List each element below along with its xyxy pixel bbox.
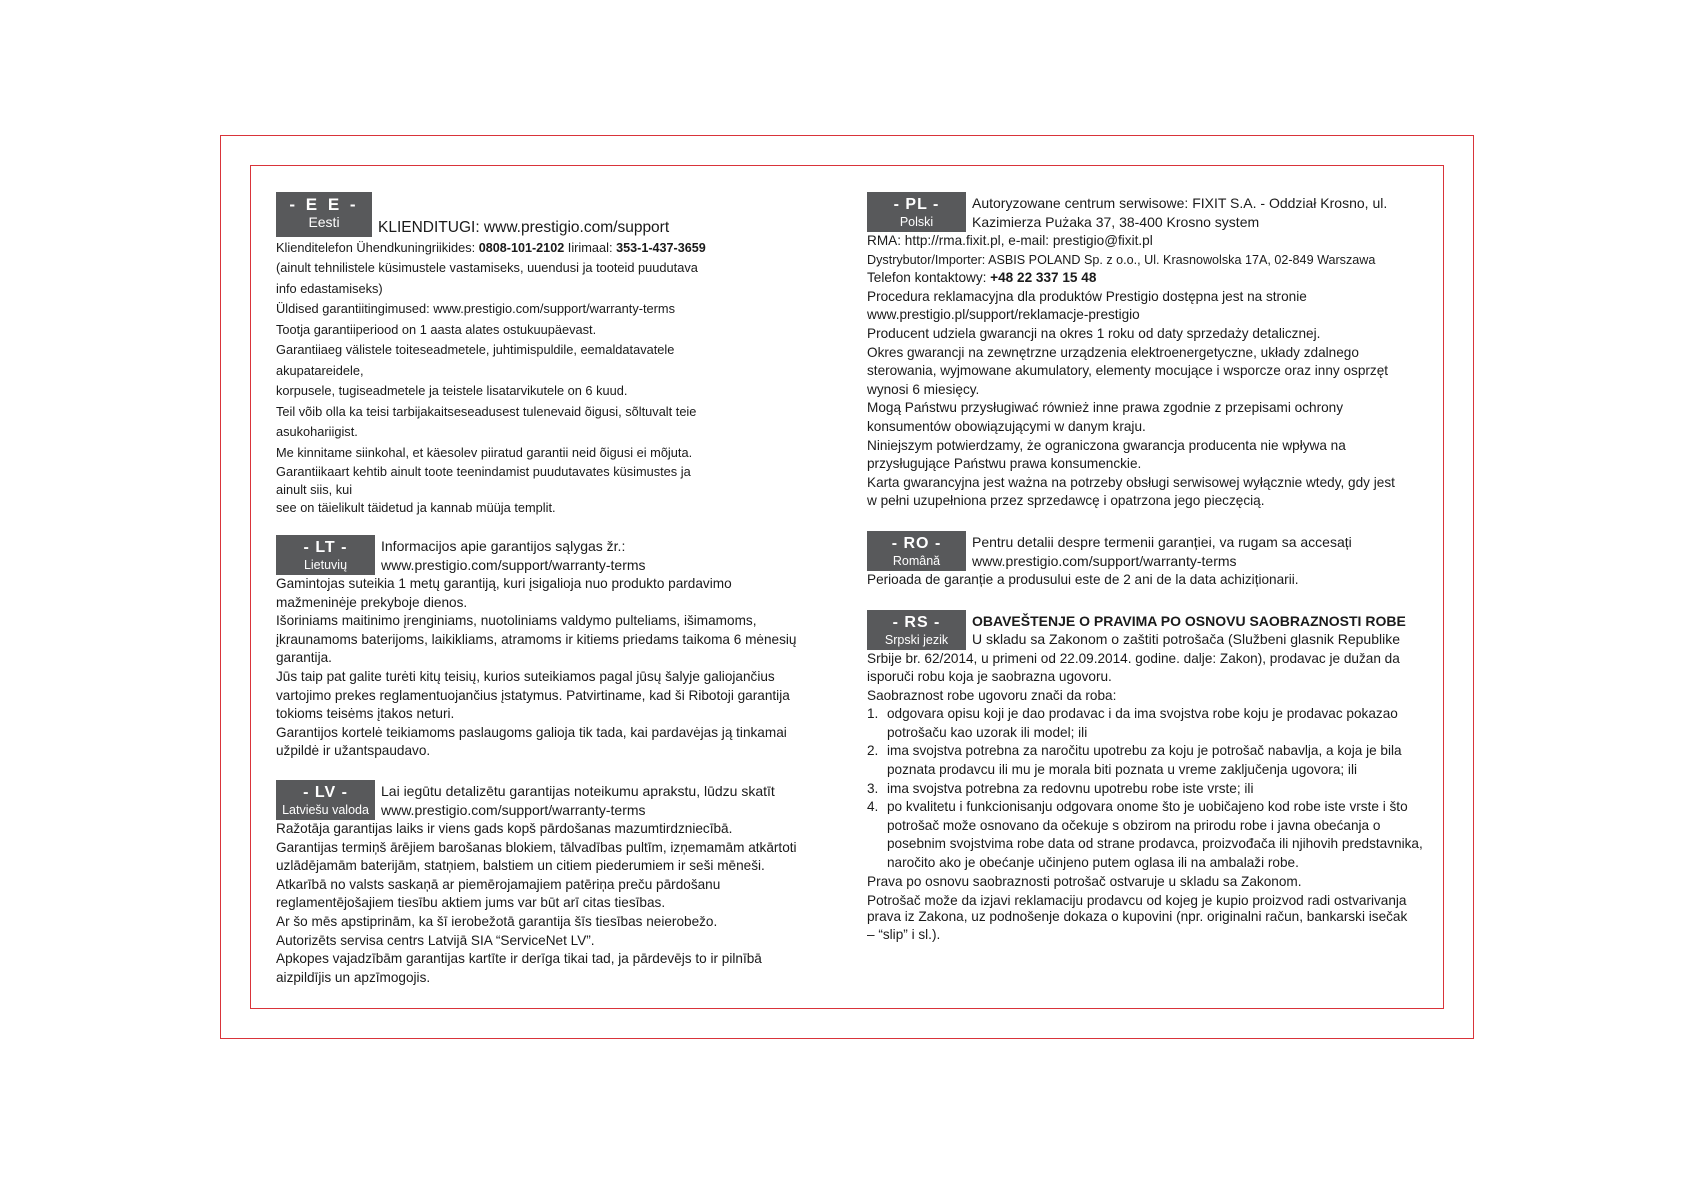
section-rs-header [867, 610, 1437, 650]
phone-line [867, 269, 1437, 288]
text-line: Procedura reklamacyjna dla produktów Prestigio dostępna jest na stronie [867, 288, 1307, 304]
language-badge-ee [276, 192, 372, 237]
badge-language: Polski [899, 215, 934, 229]
text-line: Ražotāja garantijas laiks ir viens gads kopš pārdošanas mazumtirdzniecībā. [276, 821, 733, 837]
text-line: Tootja garantiiperiood on 1 aasta alates ostukuupäevast. [276, 321, 597, 337]
list-number: 4. [867, 799, 879, 815]
text-line: aizpildījis un apzīmogojis. [276, 969, 431, 985]
section-lv-body [276, 820, 836, 987]
phone-number: +48 22 337 15 48 [990, 270, 1097, 286]
list-item [867, 780, 1437, 799]
section-lv [276, 780, 836, 987]
text-line: Teil võib olla ka teisi tarbijakaitseseadusest tulenevaid õigusi, sõltuvalt teie [276, 403, 697, 419]
text-line: Garantiikaart kehtib ainult toote teenindamist puudutavates küsimustes ja [276, 464, 691, 480]
text-line: sterowania, wyjmowane akumulatory, elementy mocujące i wsporcze oraz inny osprzęt [867, 363, 1389, 379]
language-badge-pl [867, 192, 966, 232]
badge-code: - E E - [289, 195, 359, 214]
text-line: ainult siis, kui [276, 482, 353, 498]
badge-language: Srpski jezik [884, 632, 949, 647]
text-line: Gamintojas suteikia 1 metų garantiją, kuri įsigalioja nuo produkto pardavimo [276, 576, 732, 592]
phone-uk: 0808-101-2102 [478, 240, 565, 255]
text-line: Okres gwarancji na zewnętrzne urządzenia elektroenergetyczne, układy zdalnego [867, 344, 1359, 360]
text-line: w pełni uzupełniona przez sprzedawcę i opatrzona jego pieczęcią. [867, 493, 1265, 509]
text-line: Mogą Państwu przysługiwać również inne prawa zgodnie z przepisami ochrony [867, 400, 1344, 416]
heading-line: Lai iegūtu detalizētu garantijas noteikumu aprakstu, lūdzu skatīt [381, 783, 775, 800]
heading-line: Pentru detalii despre termenii garanției, va rugam sa accesați [972, 533, 1352, 550]
text-line: Garantijos kortelė teikiamoms paslaugoms galioja tik tada, kai pardavėjas ją tinkamai [276, 724, 787, 740]
text-line: prava iz Zakona, uz podnošenje dokaza o kupovini (npr. originalni račun, bankarski isečak [867, 909, 1408, 925]
heading-line: www.prestigio.com/support/warranty-terms [381, 801, 646, 818]
language-badge-ro [867, 531, 966, 571]
distributor-line: Dystrybutor/Importer: ASBIS POLAND Sp. z o.o., Ul. Krasnowolska 17A, 02-849 Warszawa [867, 252, 1376, 267]
text-line: Me kinnitame siinkohal, et käesolev piiratud garantii neid õigusi ei mõjuta. [276, 444, 693, 460]
badge-code: - RS - [892, 613, 941, 631]
badge-language: Latviešu valoda [282, 803, 369, 818]
heading-line: U skladu sa Zakonom o zaštiti potrošača (Službeni glasnik Republike [972, 631, 1400, 648]
text-line: – “slip” i sl.). [867, 927, 941, 943]
text-line: Saobraznost robe ugovoru znači da roba: [867, 687, 1117, 703]
text-line: garantija. [276, 650, 332, 666]
text-line: asukohariigist. [276, 424, 358, 440]
section-ro-header [867, 531, 1437, 571]
text-line: isporuči robu koja je saobrazna ugovoru. [867, 669, 1112, 685]
section-ro-body [867, 571, 1437, 590]
text-line: vartojimo prekes reglamentuojančius įstatymus. Patvirtiname, kad ši Ribotoji garantija [276, 687, 790, 703]
heading-line: Informacijos apie garantijos sąlygas žr.: [381, 538, 626, 555]
text-line: Išoriniams maitinimo įrenginiams, nuotoliniams valdymo pulteliams, išimamoms, [276, 613, 757, 629]
list-text: ima svojstva potrebna za redovnu upotrebu robe iste vrste; ili [887, 780, 1254, 796]
badge-language: Lietuvių [303, 558, 348, 573]
text-line: akupatareidele, [276, 362, 364, 378]
list-item [867, 798, 1437, 872]
text-line: Potrošač može da izjavi reklamaciju prodavcu od kojeg je kupio proizvod radi ostvarivanja [867, 893, 1407, 909]
section-lt-body [276, 575, 836, 761]
text-line: užpildė ir užantspaudavo. [276, 743, 431, 759]
section-ro-heading [972, 531, 1352, 570]
section-ee-header [276, 192, 836, 238]
section-lt-heading [381, 535, 646, 574]
section-lt [276, 535, 836, 761]
text-line: Ar šo mēs apstiprinām, ka šī ierobežotā garantija šīs tiesības neierobežo. [276, 914, 718, 929]
section-lt-header [276, 535, 836, 575]
text-line: Prava po osnovu saobraznosti potrošač ostvaruje u skladu sa Zakonom. [867, 873, 1302, 889]
rma-line: RMA: http://rma.fixit.pl, e-mail: prestigio@fixit.pl [867, 233, 1153, 248]
heading-title: OBAVEŠTENJE O PRAVIMA PO OSNOVU SAOBRAZNOSTI ROBE [972, 612, 1406, 629]
text-line: korpusele, tugiseadmetele ja teistele lisatarvikutele on 6 kuud. [276, 383, 628, 399]
list-text: po kvalitetu i funkcionisanju odgovara onome što je uobičajeno kod robe iste vrste i što potrošač može osnovano da očekuje s obzirom na prirodu robe i javna obećanja o posebnim svojstvima robe data od strane prodavca, proizvođača ili njihovih predstavnika, naročito ako je obećanje učinjeno putem oglasa ili na ambalaži robe. [887, 799, 1423, 871]
text-line: įkraunamoms baterijoms, laikikliams, atramoms ir kitiems priedams taikoma 6 mėnesių [276, 631, 797, 647]
text-line: see on täielikult täidetud ja kannab müüja templit. [276, 500, 556, 516]
section-lv-header [276, 780, 836, 820]
section-pl-header [867, 192, 1437, 232]
badge-code: - LV - [303, 784, 348, 802]
list-item [867, 742, 1437, 779]
language-badge-lt [276, 535, 375, 575]
heading-line: Autoryzowane centrum serwisowe: FIXIT S.A. - Oddział Krosno, ul. [972, 195, 1388, 211]
section-rs-body [867, 650, 1437, 946]
badge-language: Eesti [308, 214, 340, 230]
list-number: 2. [867, 743, 879, 759]
phone-prefix: Klienditelefon Ühendkuningriikides: [276, 239, 476, 255]
text-line: tokioms teisėms įtakos neturi. [276, 706, 455, 722]
text-line: przysługujące Państwu prawa konsumenckie. [867, 456, 1142, 472]
text-line: Jūs taip pat galite turėti kitų teisių, kurios suteikiamos pagal jūsų šalyje galiojančius [276, 669, 775, 685]
heading-line: www.prestigio.com/support/warranty-terms [972, 552, 1237, 569]
phone-mid: Iirimaal: [567, 239, 613, 255]
text-line: Atkarībā no valsts saskaņā ar piemērojamajiem patēriņa preču pārdošanu [276, 876, 721, 892]
badge-code: - PL - [893, 196, 940, 213]
conformity-list [867, 705, 1437, 872]
left-column [276, 192, 836, 1007]
list-text: odgovara opisu koji je dao prodavac i da ima svojstva robe koju je prodavac pokazao potrošaču kao uzorak ili model; ili [887, 706, 1398, 740]
badge-language: Română [892, 553, 941, 568]
text-line: Srbije br. 62/2014, u primeni od 22.09.2014. godine. dalje: Zakon), prodavac je dužan da [867, 650, 1400, 666]
text-line: Üldised garantiitingimused: www.prestigio.com/support/warranty-terms [276, 301, 675, 317]
section-rs [867, 610, 1437, 946]
language-badge-rs [867, 610, 966, 650]
section-pl-heading [972, 192, 1387, 231]
phone-ie: 353-1-437-3659 [616, 240, 706, 255]
text-line: Niniejszym potwierdzamy, że ograniczona gwarancja producenta nie wpływa na [867, 437, 1346, 453]
support-title: KLIENDITUGI: www.prestigio.com/support [378, 219, 670, 236]
phone-line [276, 238, 836, 259]
list-item [867, 705, 1437, 742]
heading-line: Kazimierza Pużaka 37, 38-400 Krosno system [972, 213, 1260, 230]
heading-line: www.prestigio.com/support/warranty-terms [381, 556, 646, 573]
list-text: ima svojstva potrebna za naročitu upotrebu za koju je potrošač nabavlja, a koja je bila poznata prodavcu ili mu je morala biti poznata u vreme zaključenja ugovora; ili [887, 743, 1402, 778]
text-line: www.prestigio.pl/support/reklamacje-prestigio [867, 307, 1140, 323]
text-line: info edastamiseks) [276, 280, 383, 296]
section-ee [276, 192, 836, 517]
phone-label: Telefon kontaktowy: [867, 270, 987, 286]
badge-code: - LT - [303, 539, 348, 557]
text-line: mažmeninėje prekyboje dienos. [276, 594, 468, 610]
badge-code: - RO - [891, 534, 942, 552]
section-ro [867, 531, 1437, 590]
list-number: 3. [867, 780, 879, 796]
section-ee-body [276, 238, 836, 518]
section-rs-heading [972, 610, 1406, 649]
text-line: Apkopes vajadzībām garantijas kartīte ir derīga tikai tad, ja pārdevējs to ir pilnībā [276, 951, 762, 967]
text-line: Karta gwarancyjna jest ważna na potrzeby obsługi serwisowej wyłącznie wtedy, gdy jest [867, 474, 1395, 490]
text-line: Perioada de garanție a produsului este de 2 ani de la data achiziționarii. [867, 571, 1299, 587]
text-line: wynosi 6 miesięcy. [867, 381, 980, 397]
language-badge-lv [276, 780, 375, 820]
right-column [867, 192, 1437, 965]
text-line: reglamentējošajiem tiesību aktiem jums var būt arī citas tiesības. [276, 895, 666, 911]
text-line: uzlādējamām baterijām, statņiem, balstiem un citiem piederumiem ir seši mēneši. [276, 858, 765, 874]
section-pl-body [867, 232, 1437, 511]
text-line: konsumentów obowiązującymi w danym kraju. [867, 418, 1146, 434]
section-pl [867, 192, 1437, 511]
text-line: Garantijas termiņš ārējiem barošanas blokiem, tālvadības pultīm, izņemamām atkārtoti [276, 839, 797, 855]
text-line: Garantiiaeg välistele toiteseadmetele, juhtimispuldile, eemaldatavatele [276, 342, 675, 358]
list-number: 1. [867, 706, 879, 722]
text-line: Autorizēts servisa centrs Latvijā SIA “ServiceNet LV”. [276, 932, 595, 948]
text-line: Producent udziela gwarancji na okres 1 roku od daty sprzedaży detalicznej. [867, 325, 1321, 341]
text-line: (ainult tehnilistele küsimustele vastamiseks, uuendusi ja tooteid puudutava [276, 260, 698, 276]
section-lv-heading [381, 780, 775, 819]
